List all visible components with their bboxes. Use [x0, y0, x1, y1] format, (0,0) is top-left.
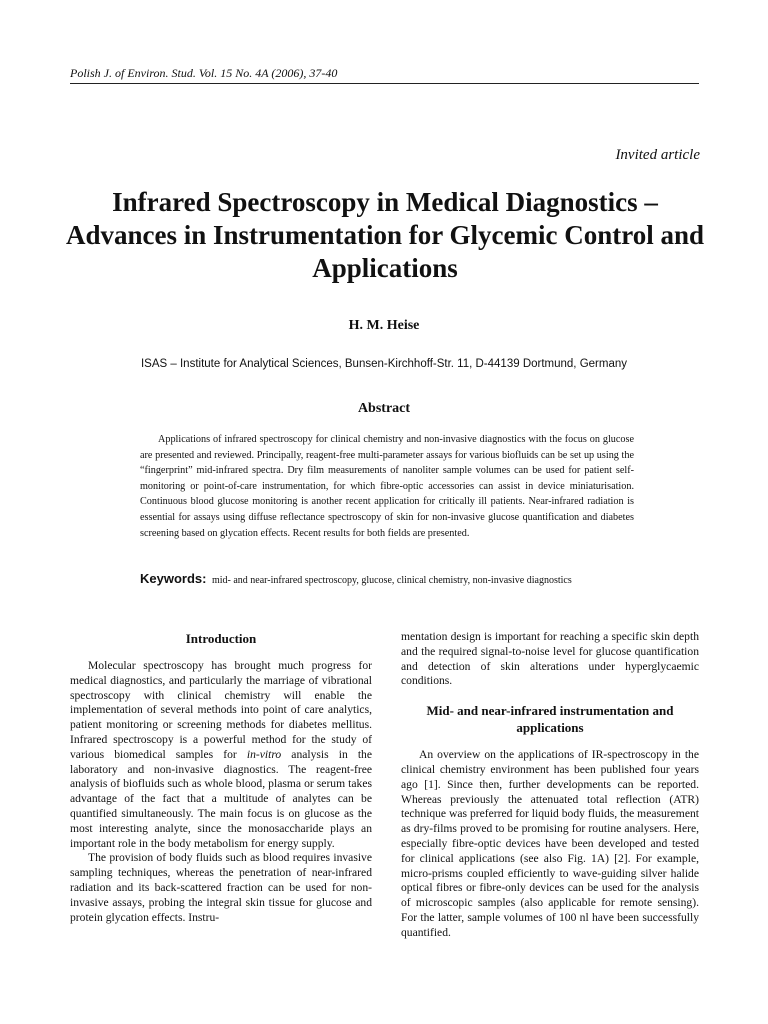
introduction-paragraph-1 [70, 659, 372, 851]
intro-p1-after: analysis in the laboratory and non-invasive diagnostics. The reagent-free analysis of biofluids such as whole blood, plasma or serum takes advantage of the fact that a multitude of analytes can be quantified simultaneously. The main focus is on glucose as the most interesting analyte, since the monosaccharide plays an important role in the body metabolism for energy supply. [70, 747, 373, 850]
right-column [401, 630, 699, 941]
left-column [70, 630, 372, 925]
introduction-paragraph-2-continued: mentation design is important for reaching a specific skin depth and the required signal-to-noise level for glucose quantification and detection of skin alterations under hyperglycaemic conditions. [401, 630, 699, 688]
keywords [140, 571, 660, 586]
abstract-heading: Abstract [357, 401, 411, 416]
abstract-text: Applications of infrared spectroscopy for clinical chemistry and non-invasive diagnostics with the focus on glucose are presented and reviewed. Principally, reagent-free multi-parameter assays for various biofluids can be set up using the “fingerprint” mid-infrared spectra. Dry film measurements of nanoliter sample volumes can be used for patient self-monitoring or point-of-care instrumentation, for which fibre-optic accessories can assist in device miniaturisation. Continuous blood glucose monitoring is another recent application for critically ill patients. Near-infrared radiation is essential for assays using diffuse reflectance spectroscopy of skin for non-invasive glucose quantification and diabetes screening based on glycation effects. Recent results for both fields are presented. [140, 434, 634, 539]
introduction-paragraph-2: The provision of body fluids such as blood requires invasive sampling techniques, whereas the penetration of near-infrared radiation and its back-scattered fraction can be used for non-invasive assays, probing the integral skin tissue for glucose and protein glycation effects. Instru- [70, 851, 372, 924]
instrumentation-paragraph-1: An overview on the applications of IR-spectroscopy in the clinical chemistry environment has been published four years ago [1]. Since then, further developments can be reported. Whereas previously the attenuated total reflection (ATR) technique was preferred for liquid body fluids, the measurement as dry-films proved to be promising for routine analysers. Here, especially fibre-optic devices have been developed and tested for clinical applications (see also Fig. 1A) [2]. For example, micro-prisms coupled efficiently to wave-guiding silver halide optical fibres or fibre-only devices can be used for the analysis of microscopic samples (also applicable for remote sensing). For the latter, sample volumes of 100 nl have been successfully quantified. [401, 748, 699, 939]
introduction-heading: Introduction [185, 631, 257, 646]
intro-p1-before: Molecular spectroscopy has brought much progress for medical diagnostics, and particularly the marriage of vibrational spectroscopy with clinical chemistry will enable the implementation of several methods into point of care analytics, patient monitoring or screening methods for diabetes mellitus. Infrared spectroscopy is a powerful method for the study of various biomedical samples for [70, 659, 372, 761]
affiliation: ISAS – Institute for Analytical Sciences, Bunsen-Kirchhoff-Str. 11, D-44139 Dortmund, Germany [140, 358, 627, 370]
author: H. M. Heise [348, 318, 420, 333]
instrumentation-heading: Mid- and near-infrared instrumentation and applications [426, 703, 674, 736]
keywords-text: mid- and near-infrared spectroscopy, glucose, clinical chemistry, non-invasive diagnostics [211, 575, 572, 586]
keywords-label: Keywords: [140, 571, 207, 586]
paper-title: Infrared Spectroscopy in Medical Diagnostics – Advances in Instrumentation for Glycemic Control and Applications [65, 187, 704, 283]
intro-p1-italic: in-vitro [246, 747, 282, 761]
header-rule [70, 83, 699, 84]
journal-citation: Polish J. of Environ. Stud. Vol. 15 No. 4A (2006), 37-40 [70, 66, 338, 80]
article-type: Invited article [615, 147, 700, 163]
